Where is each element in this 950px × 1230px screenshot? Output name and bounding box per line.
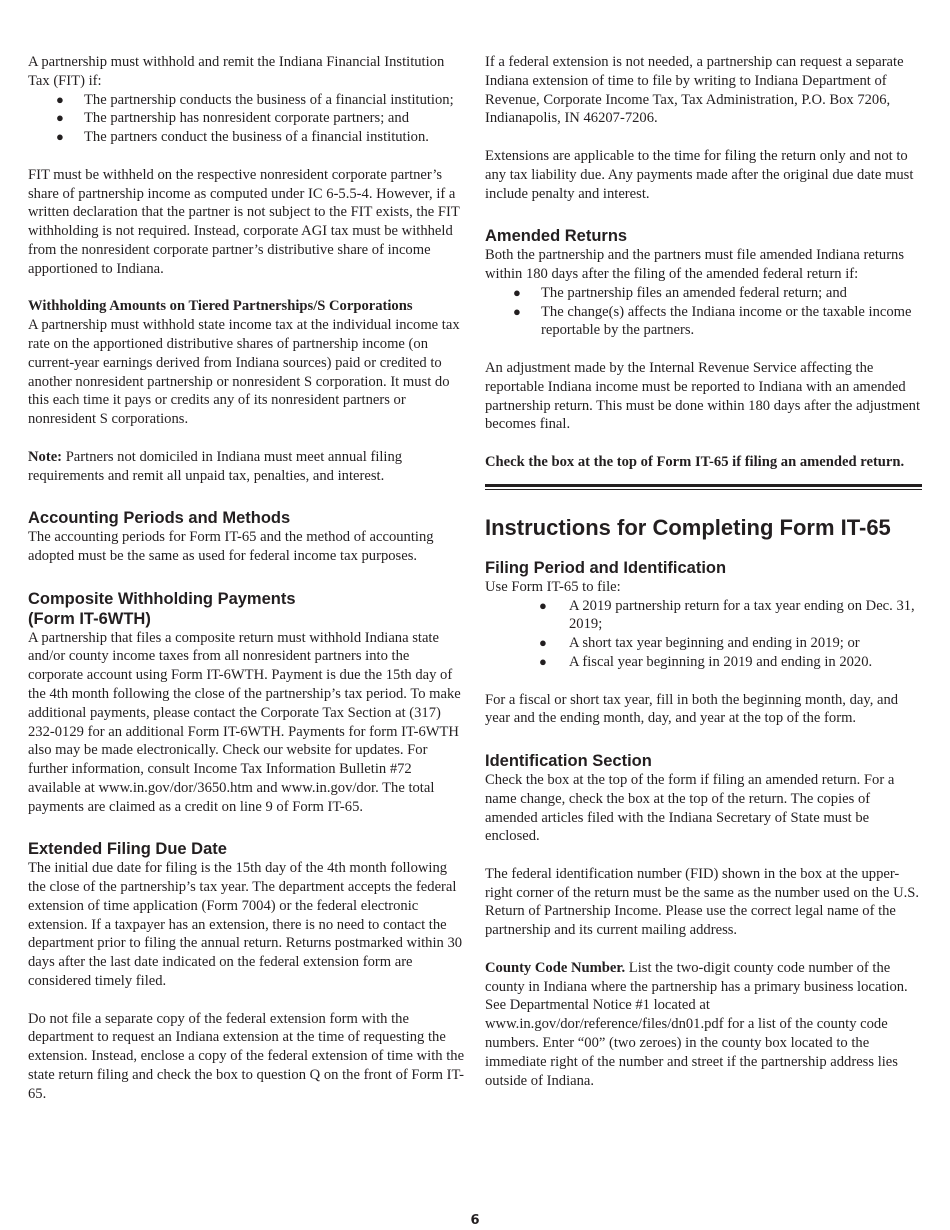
fit-intro: A partnership must withhold and remit the Indiana Financial Institution Tax (FIT) if: (28, 54, 445, 89)
fit-paragraph: FIT must be withheld on the respective nonresident corporate partner’s share of partnership income as computed under IC 6-5.5-4. However, if a written declaration that the partner is not subject to the FIT exists, the FIT withholding is not required. Instead, corporate AGI tax must be withheld from the nonresident corporate partner’s distributive share of income apportioned to Indiana. (28, 166, 460, 277)
bullet-icon: ● (513, 284, 521, 300)
county-code-paragraph: County Code Number. List the two-digit county code number of the county in Indiana where the partnership has a primary business location. See Departmental Notice #1 located at www.in.gov/dor/reference/files/dn01.pdf for a list of the county code numbers. Enter “00” (two zeroes) in the county box located to the immediate right of the number and street if the partnership address lies outside of Indiana. (485, 959, 908, 1089)
identification-heading: Identification Section (485, 751, 652, 770)
county-code-label: County Code Number. (485, 959, 626, 976)
fit-bullet-list (28, 91, 468, 147)
composite-paragraph: A partnership that files a composite return must withhold Indiana state and/or county income taxes from all nonresident partners into the corporate account using Form IT-6WTH. Payment is due the 15th day of the 4th month following the close of the partnership’s tax period. To make additional payments, please contact the Corporate Tax Section at (317) 232-0129 for an additional Form IT-6WTH. Payments for form IT-6WTH also may be made electronically. Check our website for updates. For further information, consult Income Tax Information Bulletin #72 available at www.in.gov/dor/3650.htm and www.in.gov/dor. The total payments are claimed as a credit on line 9 of Form IT-65. (28, 629, 461, 815)
identification-paragraph-2: The federal identification number (FID) shown in the box at the upper-right corner of the return must be the same as the number used on the U.S. Return of Partnership Income. Please use the correct legal name of the partnership and its current mailing address. (485, 865, 920, 939)
filing-paragraph: For a fiscal or short tax year, fill in both the beginning month, day, and year and the ending month, day, and year at the top of the form. (485, 691, 899, 727)
extension-paragraph-1: If a federal extension is not needed, a partnership can request a separate Indiana extension of time to file by writing to Indiana Department of Revenue, Corporate Income Tax, Tax Administration, P.O. Box 7206, Indianapolis, IN 46207-7206. (485, 54, 904, 127)
note-paragraph: Note: Partners not domiciled in Indiana must meet annual filing requirements and remit all unpaid tax, penalties, and interest. (28, 448, 403, 484)
extended-paragraph-1: The initial due date for filing is the 15th day of the 4th month following the close of the partnership’s tax year. The department accepts the federal extension of time application (Form 7004) or the federal electronic extension. If a taxpayer has an extension, there is no need to contact the department prior to filing the annual return. Returns postmarked within 30 days after the last date indicated on the federal extension form are considered timely filed. (28, 860, 463, 990)
amended-check-note: Check the box at the top of Form IT-65 if filing an amended return. (485, 453, 905, 470)
list-item: ● The partnership conducts the business of a financial institution; (56, 91, 454, 108)
amended-bullet-list (485, 284, 922, 340)
bullet-icon: ● (539, 635, 547, 651)
page-number: 6 (470, 1213, 480, 1228)
accounting-paragraph: The accounting periods for Form IT-65 and the method of accounting adopted must be the same as used for federal income tax purposes. (28, 529, 434, 564)
list-item: ● The change(s) affects the Indiana income or the taxable income reportable by the partners. (513, 303, 912, 339)
list-item: ● A short tax year beginning and ending in 2019; or (539, 635, 860, 652)
accounting-heading: Accounting Periods and Methods (28, 509, 291, 528)
tiered-heading: Withholding Amounts on Tiered Partnerships/S Corporations (28, 298, 413, 315)
bullet-icon: ● (539, 653, 547, 669)
bullet-icon: ● (56, 110, 64, 126)
filing-intro: Use Form IT-65 to file: (485, 578, 621, 595)
amended-paragraph: An adjustment made by the Internal Revenue Service affecting the reportable Indiana income must be reported to Indiana with an amended partnership return. This must be done within 180 days after the adjustment becomes final. (485, 359, 921, 433)
instructions-heading: Instructions for Completing Form IT-65 (485, 514, 891, 540)
list-item: ● The partners conduct the business of a financial institution. (56, 129, 429, 146)
extended-heading: Extended Filing Due Date (28, 840, 227, 859)
extended-paragraph-2: Do not file a separate copy of the federal extension form with the department to request an Indiana extension at the time of requesting the extension. Instead, enclose a copy of the federal extension of time with the state return filing and check the box to question Q on the front of Form IT-65. (28, 1010, 465, 1102)
list-item: ● A fiscal year beginning in 2019 and ending in 2020. (539, 653, 873, 670)
list-item: ● The partnership has nonresident corporate partners; and (56, 110, 409, 127)
list-item: ● A 2019 partnership return for a tax year ending on Dec. 31, 2019; (539, 597, 915, 633)
bullet-icon: ● (56, 91, 64, 107)
composite-heading: Composite Withholding Payments (Form IT-6WTH) (28, 589, 296, 628)
bullet-icon: ● (513, 303, 521, 319)
amended-intro: Both the partnership and the partners must file amended Indiana returns within 180 days after the filing of the amended federal return if: (485, 247, 905, 282)
bullet-icon: ● (56, 129, 64, 145)
filing-heading: Filing Period and Identification (485, 558, 727, 577)
extension-paragraph-2: Extensions are applicable to the time for filing the return only and not to any tax liability due. Any payments made after the original due date must include penalty and interest. (485, 147, 914, 202)
right-column (485, 53, 922, 1090)
tiered-paragraph: A partnership must withhold state income tax at the individual income tax rate on the apportioned distributive shares of partnership income (on current-year earnings derived from Indiana sources) paid or credited to another nonresident partnership or nonresident S corporation. It must do this each time it pays or credits any of its nonresident partners or nonresident S corporations. (28, 317, 460, 428)
identification-paragraph-1: Check the box at the top of the form if filing an amended return. For a name change, check the box at the top of the return. The copies of amended articles filed with the Indiana Secretary of State must be enclosed. (485, 771, 895, 845)
bullet-icon: ● (539, 597, 547, 613)
note-label: Note: (28, 448, 63, 465)
filing-bullet-list (485, 597, 922, 672)
left-column (28, 53, 468, 1104)
list-item: ● The partnership files an amended federal return; and (513, 284, 847, 301)
amended-heading: Amended Returns (485, 227, 628, 246)
